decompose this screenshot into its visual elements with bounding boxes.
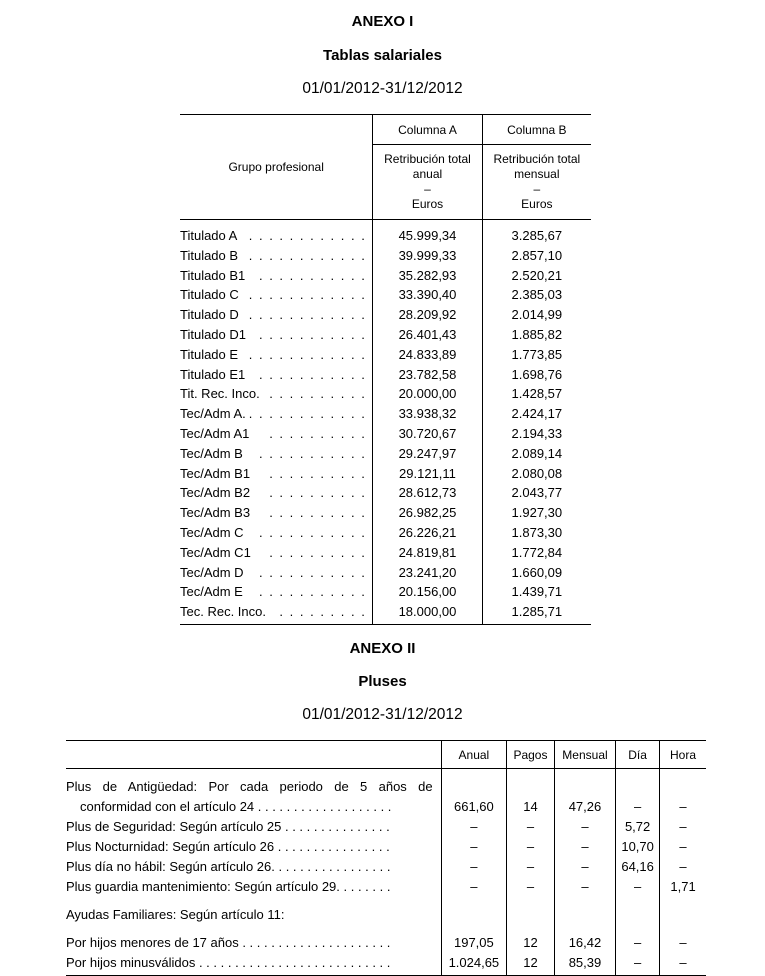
- group-name: Tec/Adm C: [180, 524, 244, 540]
- annual-value: 29.247,97: [373, 444, 482, 464]
- header-mensual: Mensual: [554, 741, 615, 769]
- dia-value: –: [616, 877, 660, 897]
- annual-value: 39.999,33: [373, 246, 482, 266]
- pagos-value: 12: [507, 925, 555, 953]
- plus-concept: Por hijos menores de 17 años . . . . . . . . . . . . . . . . . . . . .: [66, 935, 391, 950]
- dot-leader: . . . . . . . . . . . .: [248, 406, 367, 422]
- pagos-value: –: [507, 817, 555, 837]
- annual-value: 33.390,40: [373, 285, 482, 305]
- salary-table-body: [180, 220, 591, 625]
- dot-leader: . . . . . . . . . . .: [258, 267, 367, 283]
- salary-table: [180, 114, 591, 625]
- header-column-b: Columna B: [482, 115, 591, 145]
- plus-concept: Plus guardia mantenimiento: Según artículo 29. . . . . . . .: [66, 879, 391, 894]
- monthly-value: 1.698,76: [482, 365, 591, 385]
- monthly-value: 2.520,21: [482, 266, 591, 286]
- hora-value: –: [660, 817, 706, 837]
- mensual-value: [554, 897, 615, 925]
- salary-row: [180, 345, 591, 365]
- group-cell: [180, 285, 373, 305]
- salary-row: [180, 523, 591, 543]
- salary-row: [180, 483, 591, 503]
- group-name: Titulado A: [180, 228, 238, 243]
- mensual-value: –: [554, 837, 615, 857]
- monthly-value: 1.927,30: [482, 503, 591, 523]
- mensual-value: 47,26: [554, 769, 615, 818]
- annual-value: 18.000,00: [373, 602, 482, 624]
- annual-value: 23.782,58: [373, 365, 482, 385]
- plus-row: [66, 769, 706, 818]
- monthly-value: 1.439,71: [482, 582, 591, 602]
- hora-value: –: [660, 769, 706, 818]
- hora-value: 1,71: [660, 877, 706, 897]
- salary-row: [180, 325, 591, 345]
- annual-value: 33.938,32: [373, 404, 482, 424]
- group-cell: [180, 582, 373, 602]
- mensual-value: –: [554, 817, 615, 837]
- plus-concept: Plus día no hábil: Según artículo 26. . . . . . . . . . . . . . . . .: [66, 859, 391, 874]
- annual-value: 26.982,25: [373, 503, 482, 523]
- group-cell: [180, 404, 373, 424]
- plus-row: [66, 817, 706, 837]
- group-name: Tec/Adm B1: [180, 465, 251, 481]
- dia-value: [616, 897, 660, 925]
- annual-value: 28.612,73: [373, 483, 482, 503]
- salary-row: [180, 220, 591, 246]
- salary-row: [180, 563, 591, 583]
- group-name: Tit. Rec. Inco.: [180, 386, 260, 402]
- dot-leader: . . . . . . . . .: [279, 604, 367, 620]
- salary-row: [180, 285, 591, 305]
- plus-row: [66, 857, 706, 877]
- dot-leader: . . . . . . . . . .: [269, 386, 367, 402]
- group-cell: [180, 602, 373, 624]
- plus-concept: Plus Nocturnidad: Según artículo 26 . . . . . . . . . . . . . . . .: [66, 839, 390, 854]
- plus-row: [66, 877, 706, 897]
- group-name: Titulado D1: [180, 326, 246, 342]
- annual-value: 35.282,93: [373, 266, 482, 286]
- salary-row: [180, 503, 591, 523]
- salary-row: [180, 464, 591, 484]
- group-cell: [180, 543, 373, 563]
- dot-leader: . . . . . . . . . .: [269, 425, 367, 441]
- dot-leader: . . . . . . . . . . .: [258, 524, 367, 540]
- group-name: Titulado C: [180, 287, 239, 303]
- dot-leader: . . . . . . . . . . .: [258, 366, 367, 382]
- pagos-value: –: [507, 857, 555, 877]
- monthly-value: 2.080,08: [482, 464, 591, 484]
- group-name: Tec. Rec. Inco.: [180, 604, 266, 620]
- anual-value: [441, 897, 507, 925]
- plus-concept: Plus de Antigüedad: Por cada periodo de 5 años de conformidad con el artículo 24 . . . . . . . . . . . . . . . . . . .: [66, 779, 433, 814]
- group-cell: [180, 246, 373, 266]
- annual-value: 20.156,00: [373, 582, 482, 602]
- pagos-value: 14: [507, 769, 555, 818]
- dot-leader: . . . . . . . . . . .: [258, 564, 367, 580]
- hora-value: –: [660, 953, 706, 976]
- monthly-value: 1.428,57: [482, 384, 591, 404]
- dia-value: 10,70: [616, 837, 660, 857]
- pluses-table: [66, 740, 706, 976]
- monthly-value: 2.857,10: [482, 246, 591, 266]
- salary-row: [180, 424, 591, 444]
- group-name: Titulado E: [180, 346, 239, 362]
- annual-value: 29.121,11: [373, 464, 482, 484]
- dot-leader: . . . . . . . . . . . .: [248, 247, 367, 263]
- pagos-value: –: [507, 877, 555, 897]
- plus-concept: Por hijos minusválidos . . . . . . . . . . . . . . . . . . . . . . . . . . .: [66, 953, 441, 976]
- annual-value: 23.241,20: [373, 563, 482, 583]
- monthly-value: 2.424,17: [482, 404, 591, 424]
- anual-value: 661,60: [441, 769, 507, 818]
- anexo1-heading: ANEXO I: [351, 13, 414, 30]
- group-name: Tec/Adm C1: [180, 544, 251, 560]
- group-name: Tec/Adm A1: [180, 425, 250, 441]
- pagos-value: –: [507, 837, 555, 857]
- monthly-value: 2.089,14: [482, 444, 591, 464]
- dot-leader: . . . . . . . . . . .: [258, 584, 367, 600]
- dot-leader: . . . . . . . . . .: [269, 544, 367, 560]
- plus-row: [66, 897, 706, 925]
- monthly-value: 2.194,33: [482, 424, 591, 444]
- header-pagos: Pagos: [507, 741, 555, 769]
- annual-value: 24.833,89: [373, 345, 482, 365]
- mensual-value: 85,39: [554, 953, 615, 976]
- dot-leader: . . . . . . . . . .: [269, 465, 367, 481]
- dia-value: –: [616, 925, 660, 953]
- hora-value: –: [660, 837, 706, 857]
- group-cell: [180, 365, 373, 385]
- dia-value: –: [616, 953, 660, 976]
- monthly-value: 1.772,84: [482, 543, 591, 563]
- group-name: Tec/Adm B: [180, 445, 243, 461]
- group-name: Titulado B: [180, 247, 239, 263]
- group-name: Titulado E1: [180, 366, 246, 382]
- monthly-value: 1.885,82: [482, 325, 591, 345]
- salary-row: [180, 404, 591, 424]
- salary-row: [180, 543, 591, 563]
- monthly-value: 1.285,71: [482, 602, 591, 624]
- dot-leader: . . . . . . . . . . .: [258, 445, 367, 461]
- salary-row: [180, 266, 591, 286]
- group-name: Tec/Adm E: [180, 584, 243, 600]
- monthly-value: 2.043,77: [482, 483, 591, 503]
- monthly-value: 1.660,09: [482, 563, 591, 583]
- anexo2-subheading: Pluses: [358, 673, 407, 690]
- plus-row: [66, 925, 706, 953]
- group-name: Tec/Adm A.: [180, 406, 246, 422]
- header-column-a: Columna A: [373, 115, 482, 145]
- group-name: Tec/Adm B3: [180, 505, 251, 521]
- group-cell: [180, 325, 373, 345]
- annual-value: 26.226,21: [373, 523, 482, 543]
- dot-leader: . . . . . . . . . . . .: [248, 346, 367, 362]
- salary-row: [180, 246, 591, 266]
- mensual-value: 16,42: [554, 925, 615, 953]
- salary-row: [180, 602, 591, 624]
- group-cell: [180, 266, 373, 286]
- monthly-value: 1.773,85: [482, 345, 591, 365]
- anexo1-period: 01/01/2012-31/12/2012: [302, 80, 463, 97]
- header-dia: Día: [616, 741, 660, 769]
- dot-leader: . . . . . . . . . . . .: [248, 228, 367, 243]
- plus-concept: Ayudas Familiares: Según artículo 11:: [66, 907, 285, 922]
- hora-value: [660, 897, 706, 925]
- dot-leader: . . . . . . . . . . . .: [248, 307, 367, 323]
- dia-value: 64,16: [616, 857, 660, 877]
- group-cell: [180, 464, 373, 484]
- dot-leader: . . . . . . . . . .: [269, 485, 367, 501]
- mensual-value: –: [554, 857, 615, 877]
- group-cell: [180, 424, 373, 444]
- group-name: Titulado B1: [180, 267, 246, 283]
- salary-row: [180, 365, 591, 385]
- dot-leader: . . . . . . . . . . .: [258, 326, 367, 342]
- anual-value: 197,05: [441, 925, 507, 953]
- salary-row: [180, 582, 591, 602]
- plus-row: [66, 953, 706, 976]
- header-group: Grupo profesional: [180, 115, 373, 220]
- anual-value: –: [441, 837, 507, 857]
- header-concept: [66, 741, 441, 769]
- hora-value: –: [660, 925, 706, 953]
- group-name: Titulado D: [180, 307, 239, 323]
- group-cell: [180, 345, 373, 365]
- monthly-value: 3.285,67: [482, 220, 591, 246]
- hora-value: –: [660, 857, 706, 877]
- group-cell: [180, 483, 373, 503]
- group-name: Tec/Adm B2: [180, 485, 251, 501]
- anexo2-heading: ANEXO II: [349, 640, 416, 657]
- salary-row: [180, 444, 591, 464]
- pagos-value: [507, 897, 555, 925]
- group-cell: [180, 444, 373, 464]
- pagos-value: 12: [507, 953, 555, 976]
- group-cell: [180, 384, 373, 404]
- plus-row: [66, 837, 706, 857]
- dot-leader: . . . . . . . . . . . .: [248, 287, 367, 303]
- anual-value: –: [441, 817, 507, 837]
- plus-concept: Plus de Seguridad: Según artículo 25 . . . . . . . . . . . . . . .: [66, 819, 390, 834]
- header-anual: Anual: [441, 741, 507, 769]
- monthly-value: 2.014,99: [482, 305, 591, 325]
- group-cell: [180, 563, 373, 583]
- anual-value: 1.024,65: [441, 953, 507, 976]
- header-column-b-desc: Retribución total mensual – Euros: [482, 145, 591, 220]
- anual-value: –: [441, 877, 507, 897]
- dia-value: 5,72: [616, 817, 660, 837]
- annual-value: 26.401,43: [373, 325, 482, 345]
- annual-value: 45.999,34: [373, 220, 482, 246]
- monthly-value: 1.873,30: [482, 523, 591, 543]
- group-cell: [180, 305, 373, 325]
- group-cell: [180, 220, 373, 246]
- pluses-table-body: [66, 769, 706, 976]
- annual-value: 28.209,92: [373, 305, 482, 325]
- annual-value: 24.819,81: [373, 543, 482, 563]
- salary-row: [180, 384, 591, 404]
- group-cell: [180, 523, 373, 543]
- annual-value: 30.720,67: [373, 424, 482, 444]
- dia-value: –: [616, 769, 660, 818]
- header-hora: Hora: [660, 741, 706, 769]
- group-name: Tec/Adm D: [180, 564, 244, 580]
- annual-value: 20.000,00: [373, 384, 482, 404]
- monthly-value: 2.385,03: [482, 285, 591, 305]
- group-cell: [180, 503, 373, 523]
- anexo1-subheading: Tablas salariales: [323, 47, 442, 64]
- salary-row: [180, 305, 591, 325]
- anual-value: –: [441, 857, 507, 877]
- header-column-a-desc: Retribución total anual – Euros: [373, 145, 482, 220]
- anexo2-period: 01/01/2012-31/12/2012: [302, 706, 463, 723]
- mensual-value: –: [554, 877, 615, 897]
- dot-leader: . . . . . . . . . .: [269, 505, 367, 521]
